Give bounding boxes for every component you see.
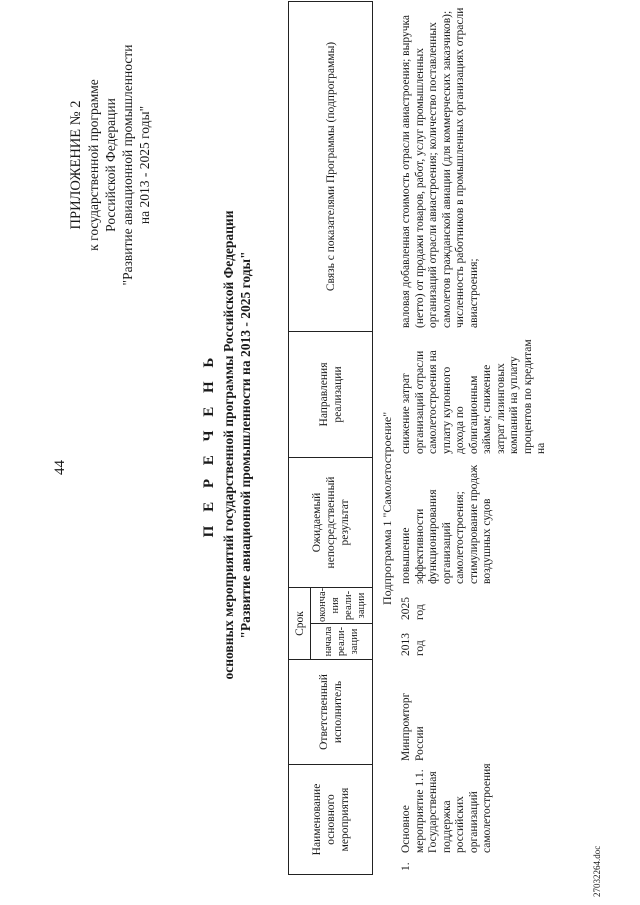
title-line: основных мероприятий государственной программы Российской Федерации — [221, 210, 236, 680]
row-result: повышение эффективности функционирования организаций самолетостроения; стимулирование продаж воздушных судов — [400, 464, 493, 584]
row-end: 2025 год — [400, 597, 426, 620]
table-header — [288, 1, 373, 875]
subprogram-heading: Подпрограмма 1 "Самолетостроение" — [380, 411, 394, 605]
appendix-line: Российской Федерации — [103, 98, 118, 232]
title-heading: П Е Р Е Ч Е Н Ь — [201, 352, 217, 538]
footer-code: 27032264.doc — [592, 845, 602, 897]
appendix-header — [68, 15, 153, 315]
header-term: Срок — [289, 587, 311, 659]
appendix-line: на 2013 - 2025 годы" — [137, 105, 152, 225]
row-start: 2013 год — [400, 633, 426, 656]
header-name: Наименование основного мероприятия — [289, 765, 373, 875]
document-title — [198, 165, 254, 725]
page-number: 44 — [52, 460, 68, 475]
row-name: Основное мероприятие 1.1. Государственная поддержка российских организаций самолетостроения — [400, 763, 493, 853]
table-row — [398, 2, 551, 875]
appendix-line: ПРИЛОЖЕНИЕ № 2 — [68, 100, 84, 230]
row-executor: Минпромторг России — [400, 692, 426, 761]
row-link: валовая добавленная стоимость отрасли авиастроения; выручка (нетто) от продажи товаров, работ, услуг промышленных организаций отрасли авиастроения; количество поставленных самолетов гражданской авиации (для коммерческих заказчиков); численность работников в промышленных организациях отрасли авиастроения; — [400, 7, 480, 328]
row-directions: снижение затрат организаций отрасли самолетостроения на уплату купонного дохода по облигационным займам; снижение затрат лизинговых компаний на уплату процентов по кредитам на — [400, 339, 547, 454]
title-line: "Развитие авиационной промышленности на 2013 - 2025 годы" — [238, 251, 253, 639]
appendix-line: к государственной программе — [86, 79, 101, 251]
header-start: начала реали-зации — [311, 624, 373, 660]
header-executor: Ответственный исполнитель — [289, 660, 373, 765]
header-result: Ожидаемый непосредственный результат — [289, 457, 373, 587]
table-body — [398, 2, 551, 875]
appendix-line: "Развитие авиационной промышленности — [120, 44, 135, 286]
row-number: 1. — [400, 862, 412, 871]
header-link: Связь с показателями Программы (подпрограммы) — [289, 1, 373, 331]
header-directions: Направления реализации — [289, 331, 373, 457]
header-end: оконча-ния реали-зации — [311, 587, 373, 623]
